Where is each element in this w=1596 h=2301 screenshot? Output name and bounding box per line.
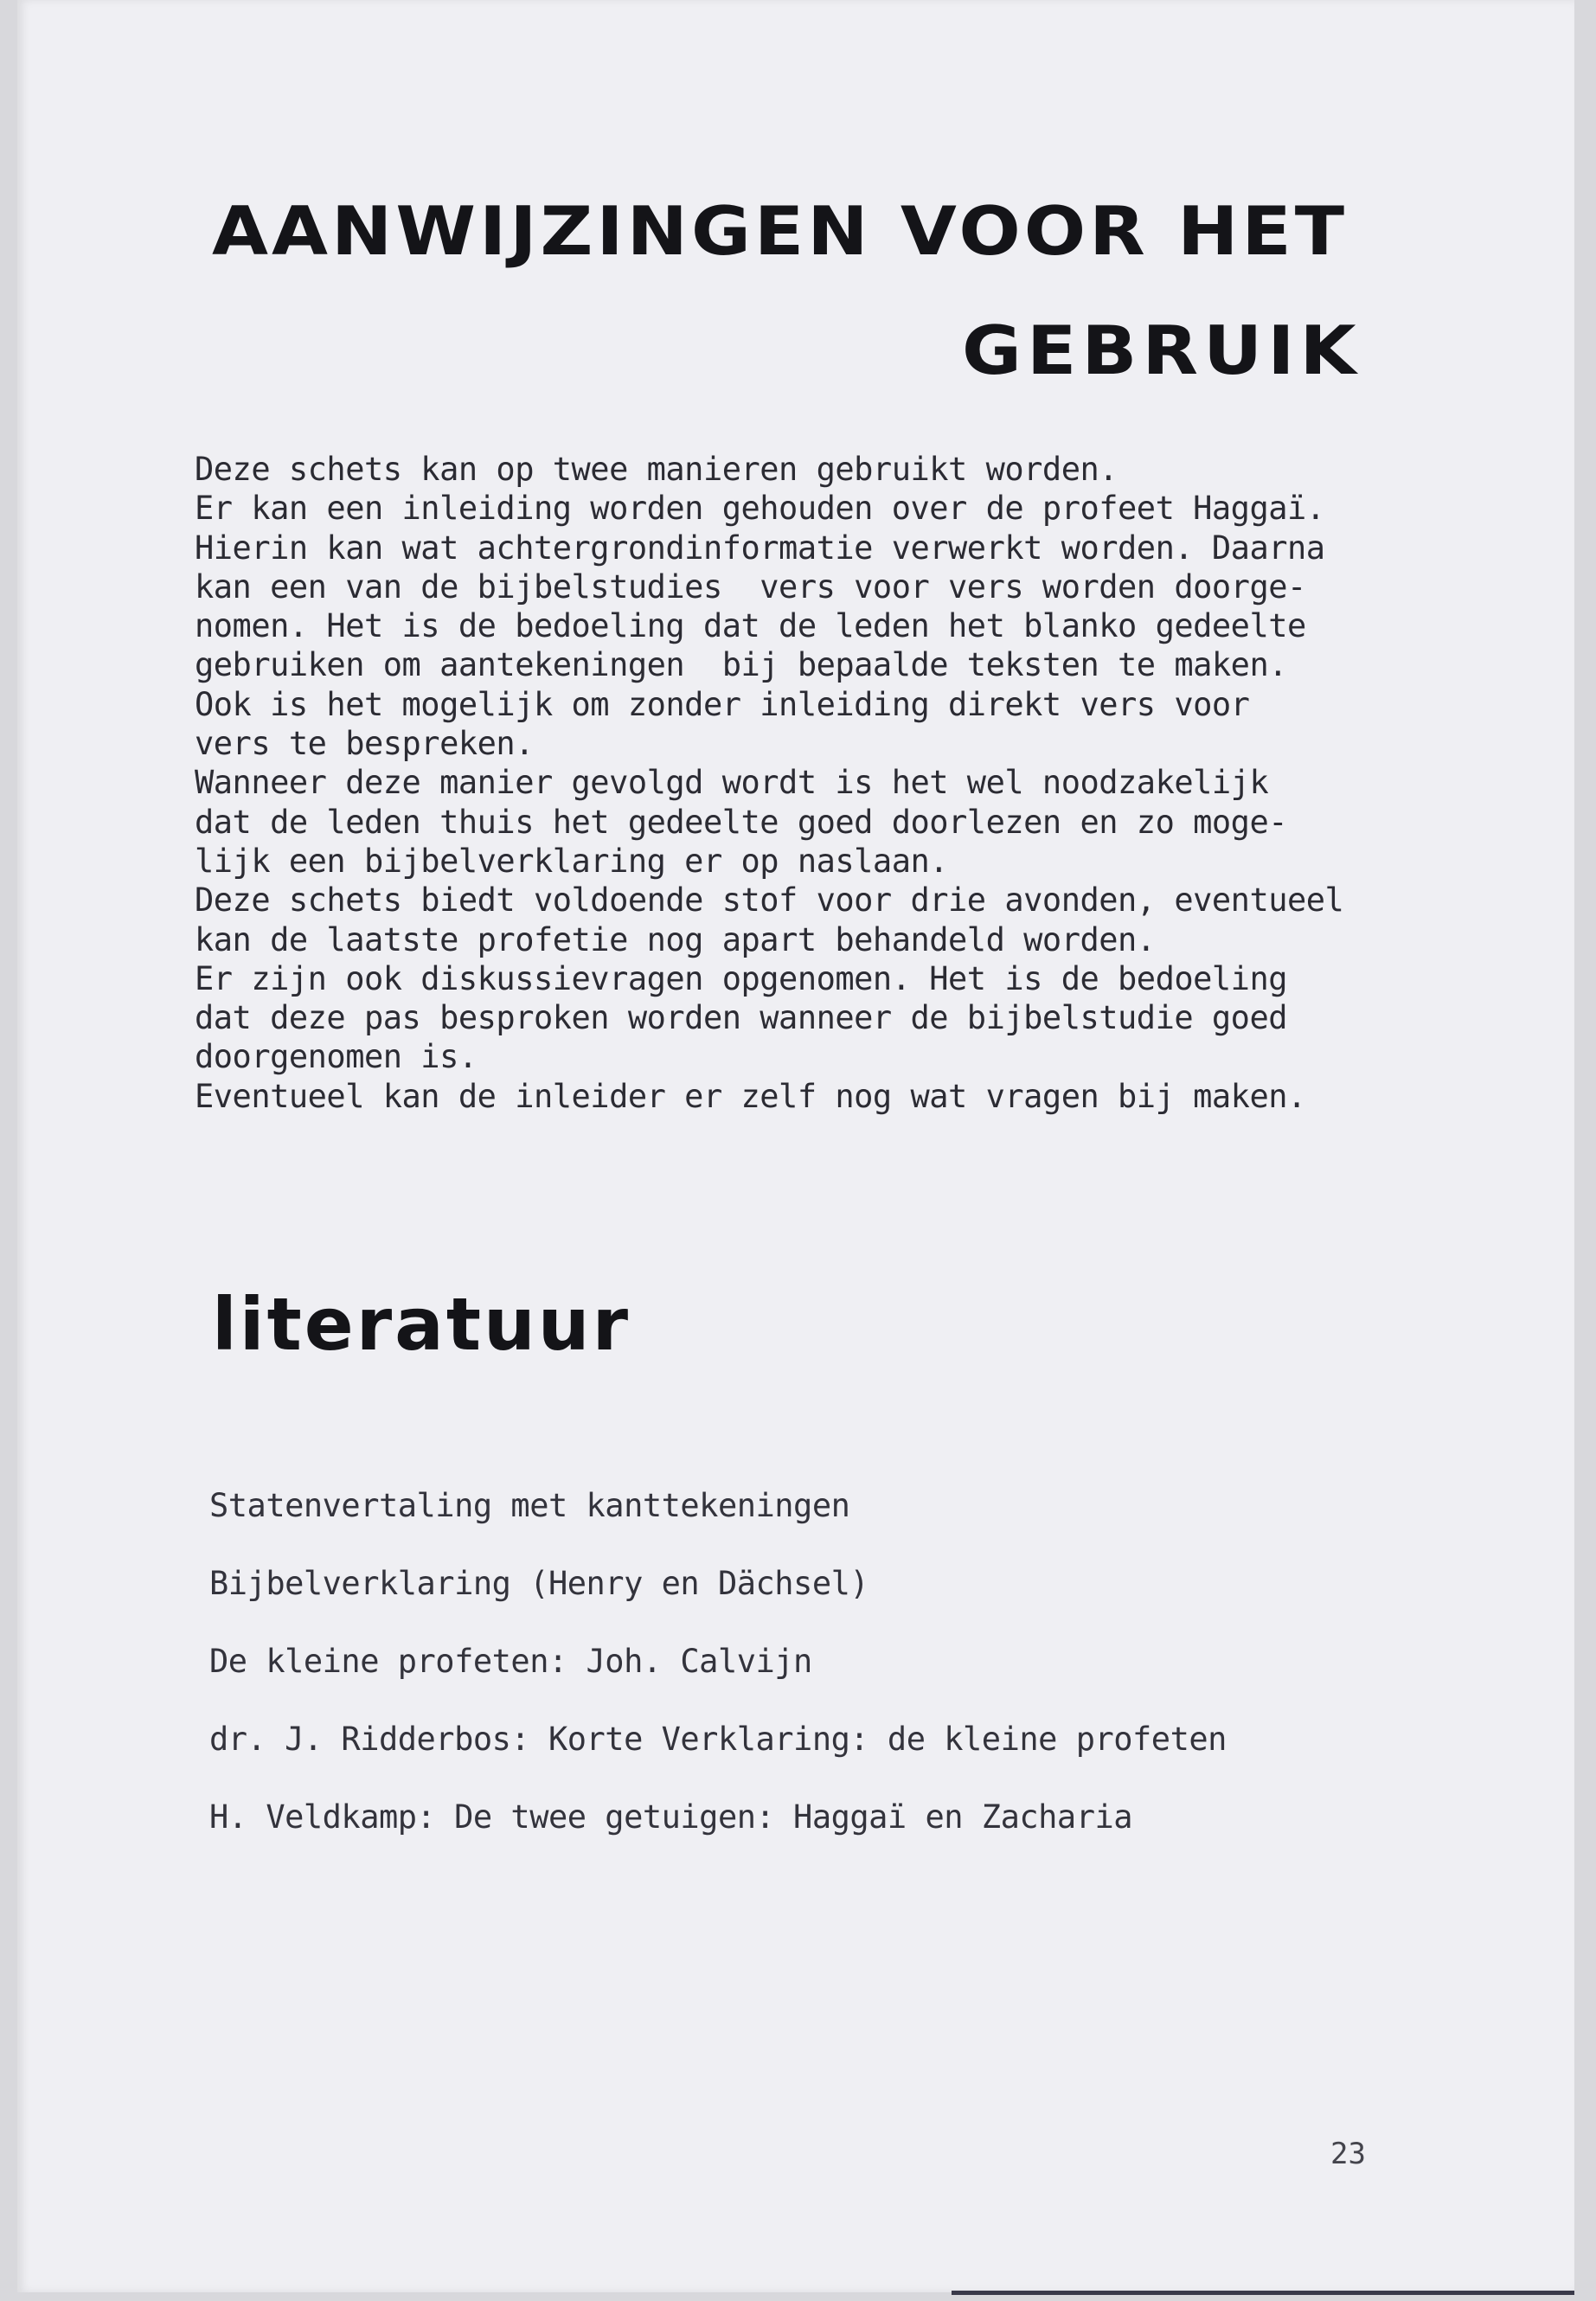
- instructions-line: lijk een bijbelverklaring er op naslaan.: [195, 842, 949, 880]
- instructions-line: dat de leden thuis het gedeelte goed doorlezen en zo moge-: [195, 803, 1288, 841]
- instructions-line: vers te bespreken.: [195, 725, 534, 763]
- literature-item: De kleine profeten: Joh. Calvijn: [209, 1643, 812, 1680]
- instructions-line: doorgenomen is.: [195, 1038, 478, 1076]
- instructions-line: Eventueel kan de inleider er zelf nog wat vragen bij maken.: [195, 1077, 1306, 1115]
- instructions-line: Deze schets biedt voldoende stof voor drie avonden, eventueel: [195, 881, 1344, 920]
- page-bottom-edge: [952, 2291, 1574, 2295]
- instructions-line: Er zijn ook diskussievragen opgenomen. Het is de bedoeling: [195, 959, 1288, 997]
- instructions-paragraph: [195, 450, 1440, 1116]
- page-sheet: [17, 0, 1574, 2292]
- heading-line-2: GEBRUIK: [962, 311, 1362, 390]
- literature-item: dr. J. Ridderbos: Korte Verklaring: de kleine profeten: [209, 1721, 1227, 1758]
- literature-item: Statenvertaling met kanttekeningen: [209, 1487, 850, 1524]
- literature-list: [209, 1486, 1227, 1875]
- instructions-line: kan een van de bijbelstudies vers voor vers worden doorge-: [195, 567, 1306, 606]
- instructions-line: Hierin kan wat achtergrondinformatie verwerkt worden. Daarna: [195, 529, 1325, 567]
- instructions-line: Wanneer deze manier gevolgd wordt is het wel noodzakelijk: [195, 764, 1269, 802]
- literature-item: H. Veldkamp: De twee getuigen: Haggaï en Zacharia: [209, 1798, 1133, 1836]
- instructions-line: gebruiken om aantekeningen bij bepaalde teksten te maken.: [195, 646, 1288, 684]
- instructions-line: Ook is het mogelijk om zonder inleiding direkt vers voor: [195, 685, 1250, 723]
- literature-heading: literatuur: [212, 1282, 631, 1367]
- heading-line-1: AANWIJZINGEN VOOR HET: [212, 192, 1349, 271]
- instructions-line: dat deze pas besproken worden wanneer de bijbelstudie goed: [195, 999, 1288, 1037]
- literature-item: Bijbelverklaring (Henry en Dächsel): [209, 1565, 869, 1602]
- instructions-line: kan de laatste profetie nog apart behandeld worden.: [195, 920, 1156, 958]
- instructions-line: Er kan een inleiding worden gehouden over de profeet Haggaï.: [195, 490, 1325, 528]
- instructions-line: Deze schets kan op twee manieren gebruikt worden.: [195, 451, 1118, 488]
- page-number: 23: [1330, 2137, 1366, 2171]
- instructions-line: nomen. Het is de bedoeling dat de leden het blanko gedeelte: [195, 607, 1306, 645]
